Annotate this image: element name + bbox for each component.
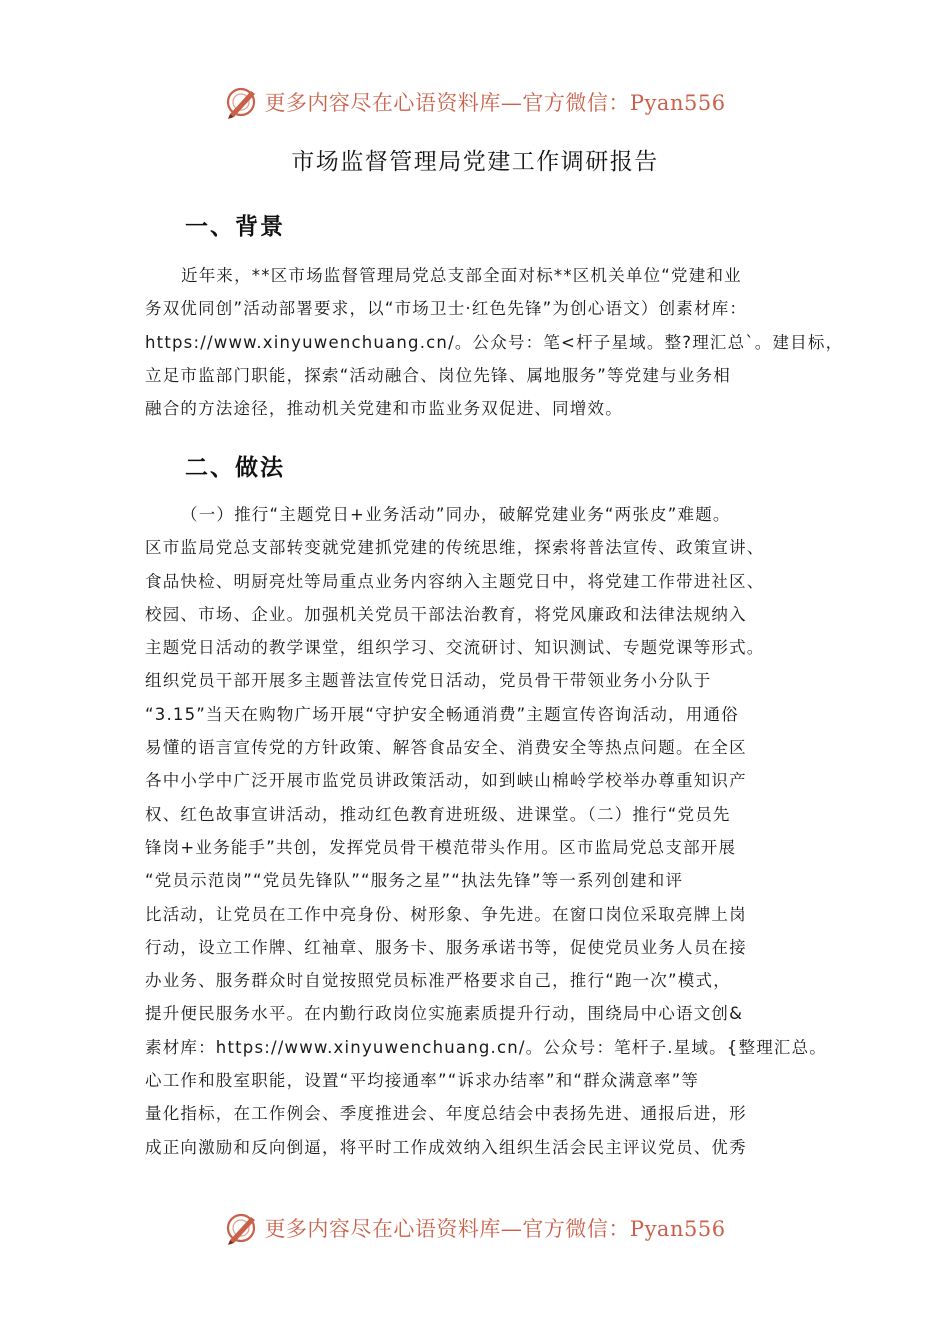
- approach-paragraph: [145, 498, 827, 1164]
- section-heading-background: 一、背景: [185, 214, 285, 240]
- text-line: “党员示范岗”“党员先锋队”“服务之星”“执法先锋”等一系列创建和评: [145, 871, 684, 891]
- header-watermark-banner: [0, 82, 950, 122]
- text-line: 近年来，**区市场监督管理局党总支部全面对标**区机关单位“党建和业: [181, 266, 742, 285]
- text-line: 食品快检、明厨亮灶等局重点业务内容纳入主题党日中，将党建工作带进社区、: [145, 571, 765, 591]
- text-line: 成正向激励和反向倒逼，将平时工作成效纳入组织生活会民主评议党员、优秀: [145, 1137, 747, 1157]
- watermark-text: 更多内容尽在心语资料库—官方微信：Pyan556: [264, 1217, 726, 1241]
- text-line: 量化指标，在工作例会、季度推进会、年度总结会中表扬先进、通报后进，形: [145, 1104, 747, 1124]
- text-line: 融合的方法途径，推动机关党建和市监业务双促进、同增效。: [145, 399, 623, 419]
- text-line: 组织党员干部开展多主题普法宣传党日活动，党员骨干带领业务小分队于: [145, 671, 712, 691]
- text-line: 素材库：https://www.xinyuwenchuang.cn/。公众号：笔杆子.星域。{整理汇总。: [145, 1037, 827, 1057]
- text-line: 办业务、服务群众时自觉按照党员标准严格要求自己，推行“跑一次”模式，: [145, 971, 731, 991]
- text-line: 锋岗+业务能手”共创，发挥党员骨干模范带头作用。区市监局党总支部开展: [145, 837, 737, 857]
- text-line: https://www.xinyuwenchuang.cn/。公众号：笔<杆子星域。整?理汇总`。建目标，: [145, 332, 844, 352]
- text-line: 提升便民服务水平。在内勤行政岗位实施素质提升行动，围绕局中心语文创&: [145, 1004, 744, 1024]
- document-title: 市场监督管理局党建工作调研报告: [291, 149, 659, 175]
- text-line: 区市监局党总支部转变就党建抓党建的传统思维，探索将普法宣传、政策宣讲、: [145, 538, 765, 558]
- text-line: 主题党日活动的教学课堂，组织学习、交流研讨、知识测试、专题党课等形式。: [145, 638, 765, 658]
- section-heading-approach: 二、做法: [185, 455, 285, 481]
- text-line: 心工作和股室职能，设置“平均接通率”“诉求办结率”和“群众满意率”等: [145, 1071, 700, 1091]
- text-line: 立足市监部门职能，探索“活动融合、岗位先锋、属地服务”等党建与业务相: [145, 365, 731, 385]
- pen-logo-icon: [224, 1210, 260, 1246]
- text-line: 比活动，让党员在工作中亮身份、树形象、争先进。在窗口岗位采取亮牌上岗: [145, 904, 747, 924]
- text-line: （一）推行“主题党日+业务活动”同办，破解党建业务“两张皮”难题。: [181, 505, 731, 524]
- text-line: 权、红色故事宣讲活动，推动红色教育进班级、进课堂。（二）推行“党员先: [145, 804, 731, 824]
- footer-watermark-banner: [0, 1208, 950, 1248]
- pen-logo-icon: [224, 84, 260, 120]
- watermark-text: 更多内容尽在心语资料库—官方微信：Pyan556: [264, 91, 726, 115]
- text-line: 校园、市场、企业。加强机关党员干部法治教育，将党风廉政和法律法规纳入: [145, 604, 747, 624]
- text-line: 各中小学中广泛开展市监党员讲政策活动，如到峡山棉岭学校举办尊重知识产: [145, 771, 747, 791]
- text-line: 务双优同创”活动部署要求，以“市场卫士·红色先锋”为创心语文）创素材库：: [145, 299, 748, 319]
- text-line: “3.15”当天在购物广场开展“守护安全畅通消费”主题宣传咨询活动，用通俗: [145, 704, 739, 724]
- text-line: 易懂的语言宣传党的方针政策、解答食品安全、消费安全等热点问题。在全区: [145, 738, 747, 758]
- background-paragraph: [145, 259, 844, 425]
- text-line: 行动，设立工作牌、红袖章、服务卡、服务承诺书等，促使党员业务人员在接: [145, 937, 747, 957]
